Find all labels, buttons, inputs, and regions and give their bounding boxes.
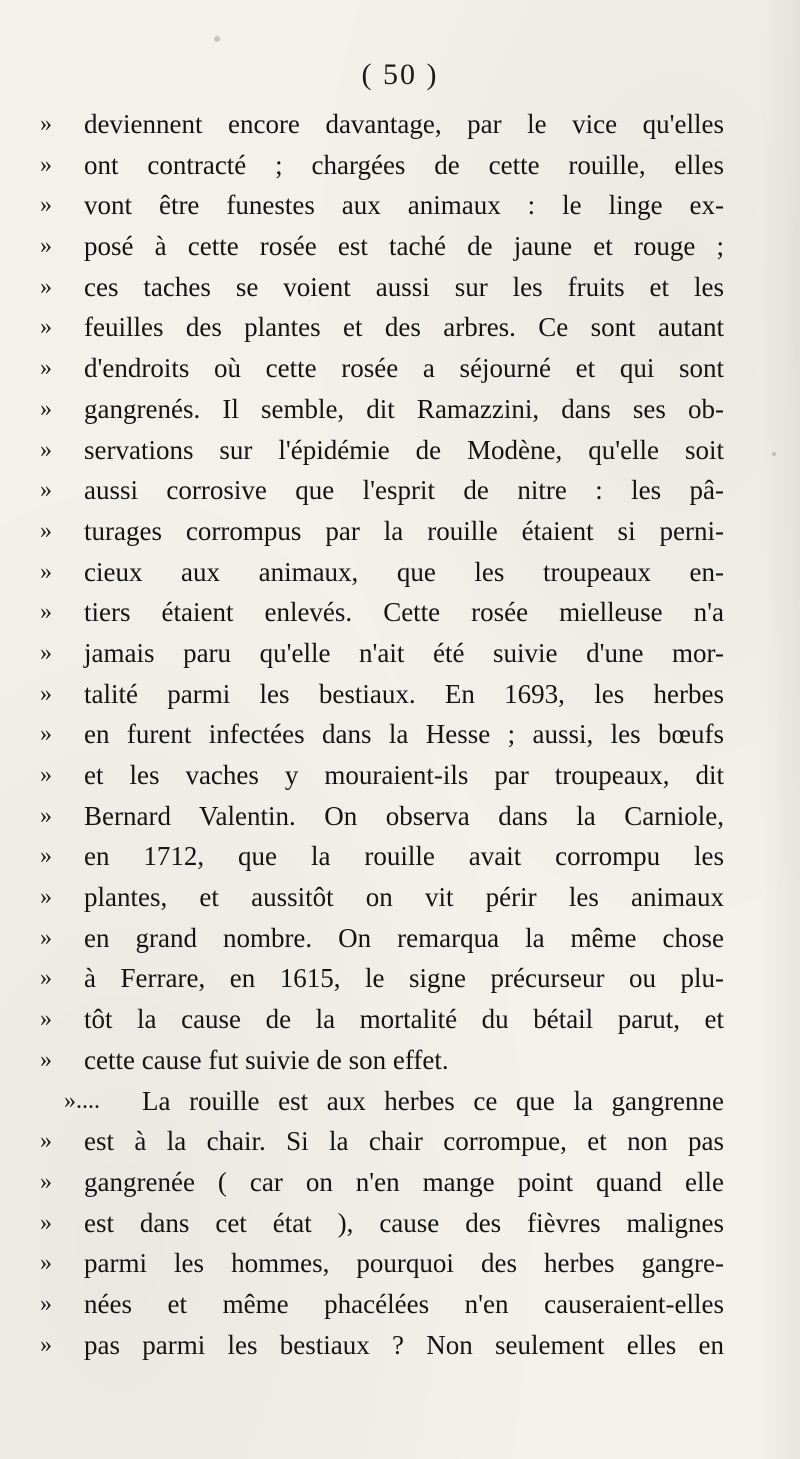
text-line xyxy=(0,796,800,837)
text-line xyxy=(0,104,800,145)
text-line xyxy=(0,470,800,511)
quote-mark: » xyxy=(40,599,52,626)
text-line xyxy=(0,714,800,755)
quote-mark: » xyxy=(40,273,52,300)
line-text: ont contracté ; chargées de cette rouille, elles xyxy=(84,149,724,180)
quote-mark: » xyxy=(40,151,52,178)
text-line xyxy=(0,1284,800,1325)
text-line xyxy=(0,145,800,186)
line-text: gangrenés. Il semble, dit Ramazzini, dans ses ob- xyxy=(84,393,724,424)
quote-mark: » xyxy=(40,721,52,748)
page-body xyxy=(0,104,800,1365)
text-line xyxy=(0,755,800,796)
line-text: tôt la cause de la mortalité du bétail parut, et xyxy=(84,1004,724,1035)
text-line xyxy=(0,389,800,430)
text-line xyxy=(0,836,800,877)
line-text: tiers étaient enlevés. Cette rosée mielleuse n'a xyxy=(84,597,724,628)
line-text: aussi corrosive que l'esprit de nitre : les pâ- xyxy=(84,475,724,506)
quote-mark: » xyxy=(40,517,52,544)
line-text: cette cause fut suivie de son effet. xyxy=(84,1044,449,1075)
page-number: ( 50 ) xyxy=(361,58,439,91)
line-text: Bernard Valentin. On observa dans la Carniole, xyxy=(84,800,724,831)
text-line xyxy=(0,918,800,959)
text-line xyxy=(0,267,800,308)
text-line xyxy=(0,1203,800,1244)
line-text: d'endroits où cette rosée a séjourné et qui sont xyxy=(84,353,724,384)
quote-mark: » xyxy=(40,1250,52,1277)
line-text: turages corrompus par la rouille étaient si perni- xyxy=(84,515,724,546)
quote-mark: » xyxy=(40,639,52,666)
line-text: en grand nombre. On remarqua la même chose xyxy=(84,922,724,953)
quote-mark: » xyxy=(40,233,52,260)
line-text: parmi les hommes, pourquoi des herbes gangre- xyxy=(84,1248,724,1279)
quote-mark: » xyxy=(40,965,52,992)
text-line xyxy=(0,958,800,999)
quote-mark: ».... xyxy=(64,1087,100,1114)
line-text: ces taches se voient aussi sur les fruits et les xyxy=(84,271,724,302)
line-text: La rouille est aux herbes ce que la gangrenne xyxy=(142,1085,724,1116)
line-text: en furent infectées dans la Hesse ; aussi, les bœufs xyxy=(84,719,724,750)
quote-mark: » xyxy=(40,477,52,504)
text-line xyxy=(0,1121,800,1162)
quote-mark: » xyxy=(40,1006,52,1033)
quote-mark: » xyxy=(40,762,52,788)
line-text: talité parmi les bestiaux. En 1693, les herbes xyxy=(84,678,724,709)
quote-mark: » xyxy=(40,924,52,951)
line-text: nées et même phacélées n'en causeraient-elles xyxy=(84,1288,724,1319)
line-text: à Ferrare, en 1615, le signe précurseur ou plu- xyxy=(84,963,724,994)
quote-mark: » xyxy=(40,111,52,137)
quote-mark: » xyxy=(40,1331,52,1358)
quote-mark: » xyxy=(40,1209,52,1236)
text-line xyxy=(0,592,800,633)
quote-mark: » xyxy=(40,436,52,463)
text-line xyxy=(0,633,800,674)
quote-mark: » xyxy=(40,1168,52,1195)
line-text: jamais paru qu'elle n'ait été suivie d'une mor- xyxy=(84,637,724,668)
line-text: plantes, et aussitôt on vit périr les animaux xyxy=(84,882,724,913)
quote-mark: » xyxy=(40,558,52,585)
text-line xyxy=(0,999,800,1040)
line-text: feuilles des plantes et des arbres. Ce sont autant xyxy=(84,312,724,343)
line-text: en 1712, que la rouille avait corrompu les xyxy=(84,841,724,872)
text-line xyxy=(0,674,800,715)
text-line xyxy=(0,226,800,267)
line-text: et les vaches y mouraient-ils par troupeaux, dit xyxy=(84,760,724,790)
quote-mark: » xyxy=(40,680,52,707)
line-text: pas parmi les bestiaux ? Non seulement elles en xyxy=(84,1329,724,1360)
text-line xyxy=(0,348,800,389)
text-line xyxy=(0,185,800,226)
quote-mark: » xyxy=(40,395,52,422)
quote-mark: » xyxy=(40,192,52,219)
line-text: cieux aux animaux, que les troupeaux en- xyxy=(84,556,724,587)
quote-mark: » xyxy=(40,1290,52,1317)
quote-mark: » xyxy=(40,1128,52,1155)
line-text: deviennent encore davantage, par le vice qu'elles xyxy=(84,109,724,139)
line-text: est à la chair. Si la chair corrompue, et non pas xyxy=(84,1126,724,1157)
text-line xyxy=(0,430,800,471)
text-line xyxy=(0,511,800,552)
text-line xyxy=(0,552,800,593)
text-line xyxy=(0,1243,800,1284)
line-text: servations sur l'épidémie de Modène, qu'elle soit xyxy=(84,434,724,465)
text-line xyxy=(0,1040,800,1081)
text-line xyxy=(0,877,800,918)
line-text: est dans cet état ), cause des fièvres malignes xyxy=(84,1207,724,1238)
line-text: posé à cette rosée est taché de jaune et rouge ; xyxy=(84,231,724,262)
text-line xyxy=(0,1325,800,1366)
ink-speck xyxy=(214,36,220,42)
text-line xyxy=(0,1081,800,1122)
quote-mark: » xyxy=(40,314,52,341)
line-text: gangrenée ( car on n'en mange point quand elle xyxy=(84,1166,724,1197)
ink-speck xyxy=(772,452,776,456)
quote-mark: » xyxy=(40,802,52,829)
text-line xyxy=(0,1162,800,1203)
quote-mark: » xyxy=(40,884,52,911)
quote-mark: » xyxy=(40,843,52,870)
quote-mark: » xyxy=(40,1046,52,1073)
text-line xyxy=(0,307,800,348)
quote-mark: » xyxy=(40,355,52,382)
line-text: vont être funestes aux animaux : le linge ex- xyxy=(84,190,724,221)
